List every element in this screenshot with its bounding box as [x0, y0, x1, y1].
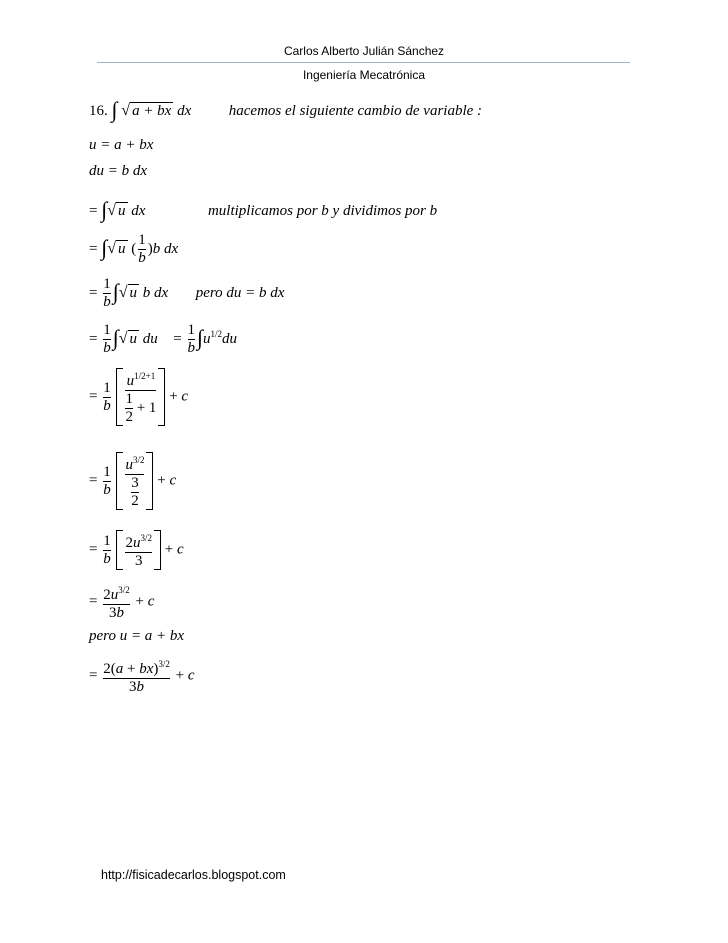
- step-3-comment: multiplicamos por b y dividimos por b: [207, 203, 438, 219]
- step-7: = $\frac{1}{b}$ $u^{1/2+1}$ $\frac{1}{2}$ + 1 + c: [89, 368, 188, 426]
- integrand: a + bx: [132, 103, 172, 119]
- step-6: = $\frac{1}{b}$ ∫√ u du = $\frac{1}{b}$ $\int u^{1/2}du$: [89, 322, 238, 356]
- step-3: = ∫√ u dx multiplicamos por b y dividimos por b: [89, 197, 438, 222]
- step-differential: du = b dx: [89, 163, 148, 179]
- sqrt-symbol: √: [121, 102, 131, 119]
- step-4: = ∫√ u ( $\frac{1}{b}$ )b dx: [89, 232, 179, 266]
- header-author: Carlos Alberto Julián Sánchez: [283, 44, 445, 58]
- integral-symbol: ∫: [111, 97, 118, 122]
- step-9: = $\frac{1}{b}$ $\frac{2u^{3/2}}{3}$ + c: [89, 530, 184, 570]
- step-8: = $\frac{1}{b}$ $\frac{u^{3/2}}{\frac{3}{2}}$ + c: [89, 452, 176, 510]
- step-substitution: u = a + bx: [89, 137, 154, 153]
- differential: dx: [177, 103, 192, 119]
- problem-comment: hacemos el siguiente cambio de variable :: [228, 103, 483, 119]
- problem-number: 16.: [89, 103, 108, 119]
- step-result: = $\frac{2(a + bx)^{3/2}}{3b}$ + c: [89, 659, 195, 695]
- problem-statement: [89, 95, 482, 121]
- step-back-substitution: pero u = a + bx: [89, 628, 185, 644]
- footer-url[interactable]: http://fisicadecarlos.blogspot.com: [101, 868, 286, 882]
- step-10: = $\frac{2u^{3/2}}{3b}$ + c: [89, 585, 155, 621]
- step-5: = $\frac{1}{b}$ ∫√ u b dx pero du = b dx: [89, 276, 285, 310]
- step-5-comment: pero du = b dx: [195, 284, 285, 301]
- header-rule: [97, 62, 630, 63]
- header-program: Ingeniería Mecatrónica: [302, 68, 426, 82]
